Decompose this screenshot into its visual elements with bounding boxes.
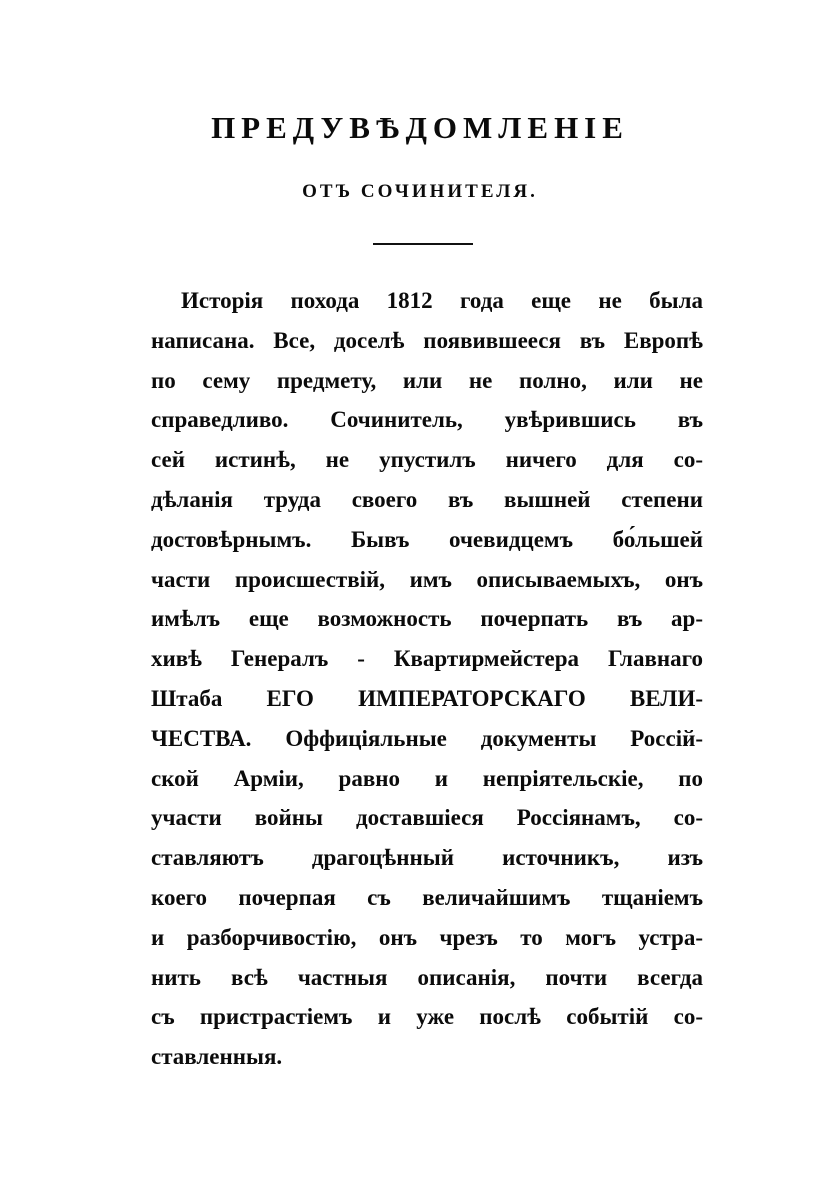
page-subtitle: ОТЪ СОЧИНИТЕЛЯ. <box>302 181 538 202</box>
text-line: Исторія похода 1812 года еще не была <box>181 288 703 313</box>
text-line: и разборчивостію, онъ чрезъ то могъ устра- <box>151 924 703 950</box>
text-line: справедливо. Сочинитель, увѣрившись въ <box>151 407 703 433</box>
text-line: дѣланія труда своего въ вышней степени <box>151 486 703 512</box>
title-divider <box>373 243 473 245</box>
text-line: ставленныя. <box>151 1044 283 1070</box>
text-line: хивѣ Генералъ - Квартирмейстера Главнаго <box>151 646 703 672</box>
preface-paragraph <box>151 281 703 1077</box>
text-line: ской Арміи, равно и непріятельскіе, по <box>151 765 703 791</box>
text-line: сей истинѣ, не упустилъ ничего для со- <box>151 447 703 473</box>
text-line: участи войны доставшіеся Россіянамъ, со- <box>151 805 703 831</box>
text-line: коего почерпая съ величайшимъ тщаніемъ <box>151 884 703 910</box>
text-line: съ пристрастіемъ и уже послѣ событій со- <box>151 1004 703 1030</box>
text-line: достовѣрнымъ. Бывъ очевидцемъ бо́льшей <box>151 526 703 552</box>
text-line: части происшествій, имъ описываемыхъ, онъ <box>151 566 703 592</box>
text-line: ЧЕСТВА. Оффиціяльные документы Россій- <box>151 725 703 751</box>
text-line: написана. Все, доселѣ появившееся въ Европѣ <box>151 327 703 353</box>
text-line: Штаба ЕГО ИМПЕРАТОРСКАГО ВЕЛИ- <box>151 685 703 711</box>
text-line: нить всѣ частныя описанія, почти всегда <box>151 964 703 990</box>
text-line: ставляютъ драгоцѣнный источникъ, изъ <box>151 845 703 871</box>
text-line: по сему предмету, или не полно, или не <box>151 367 703 393</box>
page-title: ПРЕДУВѢДОМЛЕНІЕ <box>211 110 629 145</box>
text-line: имѣлъ еще возможность почерпать въ ар- <box>151 606 703 632</box>
